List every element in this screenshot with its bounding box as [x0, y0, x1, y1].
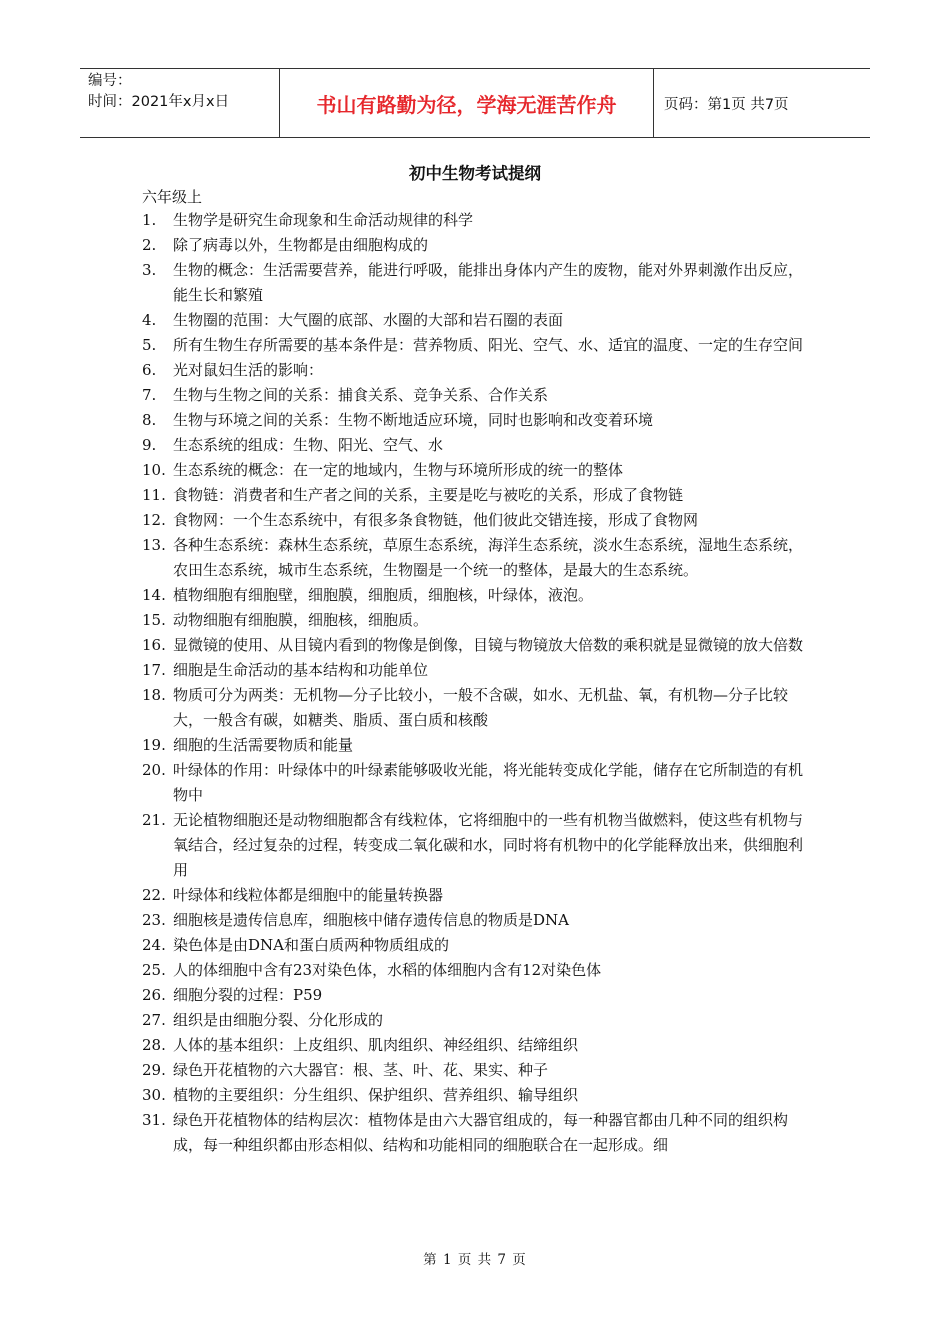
list-item-number: 2. [142, 236, 157, 254]
list-item [142, 633, 806, 658]
list-item-text: 植物的主要组织：分生组织、保护组织、营养组织、输导组织 [173, 1086, 579, 1104]
list-item [142, 1108, 806, 1158]
list-item [142, 1008, 806, 1033]
list-item-number: 13. [142, 536, 166, 554]
list-item [142, 933, 806, 958]
list-item-text: 细胞分裂的过程：P59 [173, 986, 323, 1004]
list-item-text: 食物网：一个生态系统中，有很多条食物链，他们彼此交错连接，形成了食物网 [173, 511, 699, 529]
list-item [142, 233, 806, 258]
list-item-number: 17. [142, 661, 166, 679]
section-heading: 六年级上 [142, 188, 203, 206]
list-item-number: 26. [142, 986, 166, 1004]
list-item [142, 883, 806, 908]
list-item-text: 光对鼠妇生活的影响： [173, 361, 324, 379]
list-item [142, 1033, 806, 1058]
list-item [142, 458, 806, 483]
list-item [142, 258, 806, 308]
list-item-text: 物质可分为两类：无机物—分子比较小，一般不含碳，如水、无机盐、氧，有机物—分子比较大，一般含有碳，如糖类、脂质、蛋白质和核酸 [173, 686, 789, 729]
list-item [142, 808, 806, 883]
list-item-text: 染色体是由DNA和蛋白质两种物质组成的 [173, 936, 449, 954]
list-item-number: 3. [142, 261, 157, 279]
list-item-text: 各种生态系统：森林生态系统，草原生态系统，海洋生态系统，淡水生态系统，湿地生态系统，农田生态系统，城市生态系统，生物圈是一个统一的整体，是最大的生态系统。 [173, 536, 804, 579]
list-item [142, 583, 806, 608]
list-item [142, 758, 806, 808]
list-item-text: 细胞核是遗传信息库，细胞核中储存遗传信息的物质是DNA [173, 911, 569, 929]
header-motto: 书山有路勤为径，学海无涯苦作舟 [280, 69, 654, 137]
list-item-text: 叶绿体和线粒体都是细胞中的能量转换器 [173, 886, 444, 904]
list-item [142, 1058, 806, 1083]
list-item-text: 除了病毒以外，生物都是由细胞构成的 [173, 236, 429, 254]
list-item-number: 25. [142, 961, 166, 979]
list-item-number: 9. [142, 436, 157, 454]
list-item-text: 生态系统的概念：在一定的地域内，生物与环境所形成的统一的整体 [173, 461, 624, 479]
list-item [142, 308, 806, 333]
list-item-number: 12. [142, 511, 166, 529]
page-footer: 第 1 页 共 7 页 [423, 1252, 527, 1268]
list-item-number: 18. [142, 686, 166, 704]
list-item-text: 生物与生物之间的关系：捕食关系、竞争关系、合作关系 [173, 386, 549, 404]
list-item-number: 14. [142, 586, 166, 604]
list-item-text: 动物细胞有细胞膜，细胞核，细胞质。 [173, 611, 429, 629]
list-item-text: 绿色开花植物的六大器官：根、茎、叶、花、果实、种子 [173, 1061, 549, 1079]
list-item [142, 683, 806, 733]
list-item-text: 食物链：消费者和生产者之间的关系，主要是吃与被吃的关系，形成了食物链 [173, 486, 684, 504]
list-item-text: 生物的概念：生活需要营养，能进行呼吸，能排出身体内产生的废物，能对外界刺激作出反应，能生长和繁殖 [173, 261, 804, 304]
list-item-number: 19. [142, 736, 166, 754]
list-item-number: 30. [142, 1086, 166, 1104]
list-item-number: 27. [142, 1011, 166, 1029]
list-item [142, 508, 806, 533]
list-item-text: 生物学是研究生命现象和生命活动规律的科学 [173, 211, 474, 229]
list-item-number: 24. [142, 936, 166, 954]
list-item [142, 533, 806, 583]
list-item-number: 31. [142, 1111, 166, 1129]
list-item [142, 408, 806, 433]
list-item [142, 1083, 806, 1108]
list-item-text: 显微镜的使用、从目镜内看到的物像是倒像，目镜与物镜放大倍数的乘积就是显微镜的放大倍数 [173, 636, 804, 654]
list-item-text: 细胞的生活需要物质和能量 [173, 736, 354, 754]
list-item-number: 11. [142, 486, 166, 504]
list-item-number: 16. [142, 636, 166, 654]
list-item-number: 8. [142, 411, 157, 429]
list-item-text: 叶绿体的作用：叶绿体中的叶绿素能够吸收光能，将光能转变成化学能，储存在它所制造的有机物中 [173, 761, 804, 804]
list-item [142, 333, 806, 358]
document-title: 初中生物考试提纲 [409, 164, 541, 183]
list-item [142, 733, 806, 758]
list-item-number: 1. [142, 211, 157, 229]
list-item-text: 人的体细胞中含有23对染色体，水稻的体细胞内含有12对染色体 [173, 961, 602, 979]
list-item [142, 208, 806, 233]
list-item-number: 6. [142, 361, 157, 379]
list-item [142, 908, 806, 933]
list-item [142, 958, 806, 983]
list-item [142, 658, 806, 683]
list-item-number: 28. [142, 1036, 166, 1054]
list-item [142, 358, 806, 383]
list-item-number: 4. [142, 311, 157, 329]
list-item-number: 20. [142, 761, 166, 779]
list-item [142, 608, 806, 633]
list-item-number: 7. [142, 386, 157, 404]
outline-list [142, 208, 806, 1158]
list-item-number: 29. [142, 1061, 166, 1079]
list-item-number: 22. [142, 886, 166, 904]
list-item-text: 无论植物细胞还是动物细胞都含有线粒体，它将细胞中的一些有机物当做燃料，使这些有机物与氧结合，经过复杂的过程，转变成二氧化碳和水，同时将有机物中的化学能释放出来，供细胞利用 [173, 811, 804, 879]
document-header [80, 68, 870, 138]
document-date: 时间：2021年x月x日 [88, 94, 230, 110]
list-item-text: 绿色开花植物体的结构层次：植物体是由六大器官组成的，每一种器官都由几种不同的组织构成，每一种组织都由形态相似、结构和功能相同的细胞联合在一起形成。细 [173, 1111, 789, 1154]
list-item-text: 生物与环境之间的关系：生物不断地适应环境，同时也影响和改变着环境 [173, 411, 654, 429]
list-item [142, 383, 806, 408]
list-item-number: 23. [142, 911, 166, 929]
list-item-text: 植物细胞有细胞壁，细胞膜，细胞质，细胞核，叶绿体，液泡。 [173, 586, 594, 604]
list-item-text: 生态系统的组成：生物、阳光、空气、水 [173, 436, 444, 454]
list-item [142, 433, 806, 458]
list-item-text: 人体的基本组织：上皮组织、肌肉组织、神经组织、结缔组织 [173, 1036, 579, 1054]
list-item-text: 细胞是生命活动的基本结构和功能单位 [173, 661, 429, 679]
list-item [142, 983, 806, 1008]
list-item-text: 所有生物生存所需要的基本条件是：营养物质、阳光、空气、水、适宜的温度、一定的生存空间 [173, 336, 804, 354]
header-meta [80, 69, 280, 137]
list-item-number: 5. [142, 336, 157, 354]
list-item-number: 21. [142, 811, 166, 829]
list-item-text: 组织是由细胞分裂、分化形成的 [173, 1011, 384, 1029]
list-item-text: 生物圈的范围：大气圈的底部、水圈的大部和岩石圈的表面 [173, 311, 564, 329]
document-number-label: 编号： [88, 73, 132, 89]
header-page-info: 页码：第1页 共7页 [664, 96, 789, 113]
list-item-number: 15. [142, 611, 166, 629]
list-item-number: 10. [142, 461, 166, 479]
list-item [142, 483, 806, 508]
